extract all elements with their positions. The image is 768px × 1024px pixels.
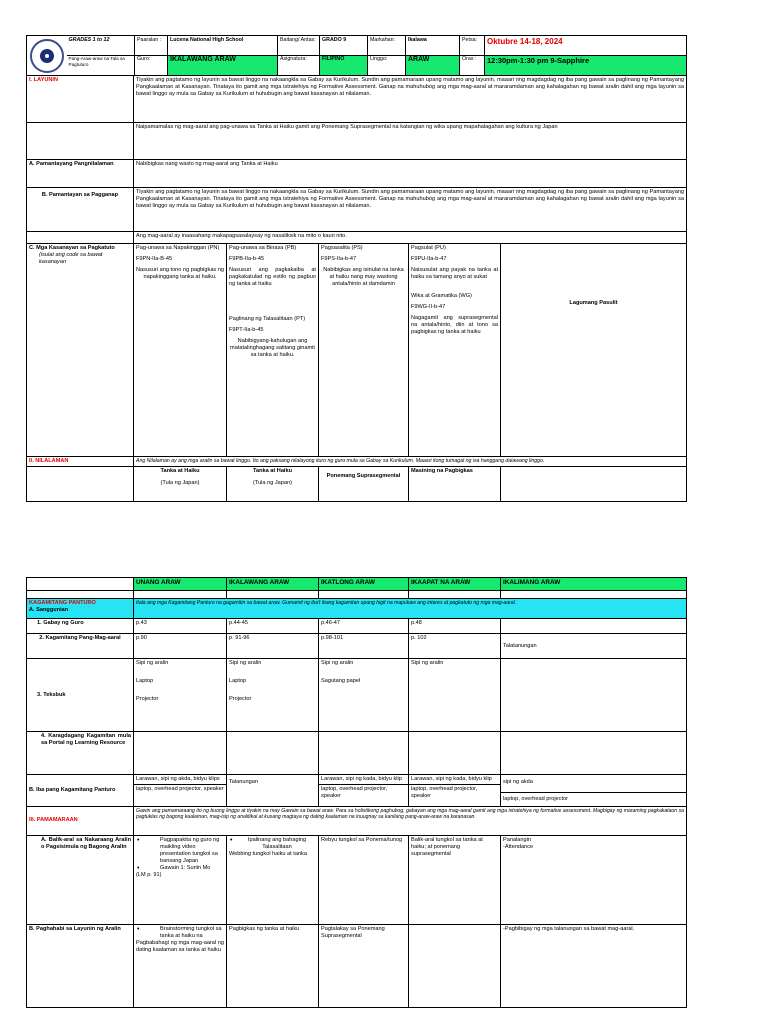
teksbuk-4 <box>409 659 501 732</box>
kasanayan-day-3 <box>319 244 409 457</box>
linggo-value: ARAW <box>406 55 460 75</box>
balik-5 <box>501 835 687 924</box>
guro-value: IKALAWANG ARAW <box>168 55 278 75</box>
paghahabi-5: -Pagbibigay ng mga talanungan sa bawat mag-aaral. <box>501 924 687 1007</box>
teksbuk-1 <box>134 659 227 732</box>
karagdagang-kagamitan-label: 4. Karagdagang Kagamitan mula sa Portal ng Learning Resource <box>27 732 134 775</box>
balik-1-b: Gawain 1: Suriin Mo <box>160 864 211 871</box>
gabay-4: p.48 <box>409 619 501 634</box>
dll-label: Pang-Araw-araw na Tala sa Pagtuturo <box>67 55 135 75</box>
balik-1-bullet <box>136 837 224 865</box>
balik-1-bullet <box>136 865 224 872</box>
balik-2-bullet <box>229 837 316 851</box>
grades-label: GRADES 1 to 12 <box>67 36 135 56</box>
paghahabi-1-b: Pagbabahagi ng mga mag-aaral ng dating kaalaman sa tanka at haiku <box>136 939 224 953</box>
iba-2: Talanungan <box>227 775 319 807</box>
day-header-2: IKALAWANG ARAW <box>227 578 319 591</box>
layunin-blank <box>27 123 134 160</box>
deped-logo-cell <box>27 36 67 76</box>
kasanayan-2-desc: Nasusuri ang pagkakaiba at pagkakatulad ng estilo ng pagbuo ng tanka at haiku <box>229 266 316 287</box>
kasanayan-4-code-b: F9WG-II-b-47 <box>411 303 446 310</box>
kasanayan-day-4 <box>409 244 501 457</box>
nilalaman-2-title: Tanka at Haiku <box>252 467 293 474</box>
kasanayan-day-1 <box>134 244 227 457</box>
layunin-table <box>26 75 687 502</box>
blank-cell <box>319 591 409 599</box>
kasanayan-4-desc-b: Nagagamit ang suprasegmental na antala/hinto, diin at tono sa pagbigkas ng tanka at haiku <box>411 314 498 335</box>
oras-label: Oras : <box>460 55 485 75</box>
kasanayan-day-2 <box>227 244 319 457</box>
petsa-label: Petsa: <box>460 36 485 56</box>
balik-3: Rebyu tungkol sa Ponema/tunog <box>319 835 409 924</box>
kasanayan-3-domain: Pagsasalita (PS) <box>321 245 363 251</box>
iba-3-b: laptop, overhead projector, speaker <box>321 785 388 799</box>
blank-cell <box>409 591 501 599</box>
baitang-value: GRADO 9 <box>320 36 368 56</box>
kasanayan-2-domain-b: Paglinang ng Talasalitaan (PT) <box>229 315 306 322</box>
kasanayan-2-code-b: F9PT-IIa-b-45 <box>229 326 264 333</box>
iba-1-a: Larawan, sipi ng akda, bidyu klips <box>134 775 226 785</box>
layunin-text: Tiyakin ang pagtatamo ng layunin sa bawat linggo na nakaangkla sa Gabay sa Kurikulum. Sundin ang pamamaraan upang matamo ang layunin, maaari ring magdagdag ng iba pang gawain sa paglinang ng Pamantayang Pangkaalaman at Kasanayan. Tinataya ito gamit ang mga istratehiya ng Formative Assessment. Ganap na mahuhubog ang mga mag-aaral at mararamdaman ang kahalagahan ng bawat aralin dahil ang mga layunin sa bawat linggo ay mula sa Gabay sa Kurikulum at huhubugin ang bawat kasanayan at nilalaman. <box>134 76 687 123</box>
teksbuk-3 <box>319 659 409 732</box>
teksbuk-3-item: Sagutang papel <box>321 677 361 684</box>
kasanayan-sub: (isulat ang code sa bawat kasanayan <box>39 251 103 265</box>
karag-5 <box>501 732 687 775</box>
teksbuk-1-item: Sipi ng aralin <box>136 660 169 666</box>
blank-cell <box>501 591 687 599</box>
teksbuk-4-item: Sipi ng aralin <box>411 660 444 666</box>
kasanayan-day-5: Lagumang Pasulit <box>501 244 687 457</box>
karag-4 <box>409 732 501 775</box>
page-1 <box>26 35 686 502</box>
teksbuk-2-item: Laptop <box>229 677 247 684</box>
kagamitan-text: Itala ang mga Kagamitang Panturo na gagamitin sa bawat araw. Gumamit ng iba't ibang kagamitan upang higit na mapukaw ang interes at pagkatuto ng mga mag-aaral. <box>134 599 687 619</box>
paaralan-label: Paaralan : <box>135 36 168 56</box>
iba-1-b: laptop, overhead projector, speaker <box>136 785 224 792</box>
layunin-text-2: Naipamamalas ng mag-aaral ang pag-unawa sa Tanka at Haiku gamit ang Ponemang Suprasegmental na katangian ng wika upang mapahalagahan ang kultura ng Japan <box>134 123 687 160</box>
asignatura-value: FILIPINO <box>320 55 368 75</box>
kasanayan-2-desc-b: Nabibigyang-kahulugan ang matatalinghagang salitang ginamit sa tanka at haiku. <box>230 337 315 358</box>
kagamitang-pang-mag-aaral-label: 2. Kagamitang Pang-Mag-aaral <box>27 634 134 659</box>
page-2 <box>26 577 686 1008</box>
nilalaman-1-title: Tanka at Haiku <box>160 467 200 474</box>
nilalaman-day-5 <box>501 466 687 501</box>
kasanayan-3-desc: Nabibigkas ang isinulat na tanka at haiku nang may wastong antala/hinto at damdamin <box>323 266 404 287</box>
paghahabi-2: Pagbigkas ng tanka at haiku <box>227 924 319 1007</box>
paghahabi-1-a: Brainstorming tungkol sa tanka at haiku na <box>160 925 222 939</box>
kag-4: p. 102 <box>409 634 501 659</box>
nilalaman-label: II. NILALAMAN <box>27 457 134 467</box>
gabay-label: 1. Gabay ng Guro <box>27 619 134 634</box>
blank-cell <box>134 591 227 599</box>
pamantayang-pangnilalaman-text: Nabibigkas nang wasto ng mag-aaral ang Tanka at Haiku <box>134 160 687 188</box>
balik-5-b: -Attendance <box>503 843 534 850</box>
asignatura-label: Asignatura: <box>278 55 320 75</box>
nilalaman-day-2 <box>227 466 319 501</box>
pagganap-text-2: Ang mag-aaral ay inaasahang makapagsasalaysay ng nasaliksik na mito o kauri nito. <box>134 232 687 244</box>
teksbuk-label: 3. Teksbuk <box>27 659 134 732</box>
nilalaman-2-sub: (Tula ng Japan) <box>253 479 292 486</box>
blank-cell <box>227 591 319 599</box>
balik-1 <box>134 835 227 924</box>
day-header-5: IKALIMANG ARAW <box>501 578 687 591</box>
teksbuk-2-item: Sipi ng aralin <box>229 660 262 666</box>
paghahabi-4 <box>409 924 501 1007</box>
iba-5 <box>501 775 687 807</box>
nilalaman-day-1 <box>134 466 227 501</box>
gabay-5 <box>501 619 687 634</box>
kasanayan-2-code: F9PB-IIa-b-45 <box>229 255 265 262</box>
karag-1 <box>134 732 227 775</box>
karag-3 <box>319 732 409 775</box>
kag-2: p. 91-96 <box>227 634 319 659</box>
guro-label: Guro: <box>135 55 168 75</box>
kagamitan-table <box>26 577 687 1008</box>
blank-cell <box>27 591 134 599</box>
pamantayan-sa-pagganap-text: Tiyakin ang pagtatamo ng layunin sa bawat linggo na nakaangkla sa Gabay sa Kurikulum. Sundin ang pamamaraan upang matamo ang layunin, maaari ring magdagdag ng iba pang gawain sa paglinang ng Pamantayang Pangkaalaman at Kasanayan. Tinataya ito gamit ang mga istratehiya ng Formative Assessment. Ganap na mahuhubog ang mga mag-aaral at mararamdaman ang kahalagahan ng bawat aralin dahil ang mga layunin sa bawat linggo ay mula sa Gabay sa Kurikulum at huhubugin ang bawat kasanayan at nilalaman. <box>134 188 687 232</box>
kag-3: p.98-101 <box>319 634 409 659</box>
pamamaraan-text: Gawin ang pamamaraang ito ng buong linggo at tiyakin na may Gawain sa bawat araw. Para sa holistikong paghubog, gabayan ang mga mag-aaral gamit ang mga istratehiya ng formative assessment. Magbigay ng maraming pagkakataon sa pagtuklas ng bagong kaalaman, mag-isip ng analitikal at kusang magtaya ng dating kaalaman na inuugnay sa kanilang pang-araw-araw na karanasan. <box>134 806 687 835</box>
kasanayan-label: C. Mga Kasanayan sa Pagkatuto <box>29 245 115 251</box>
days-corner <box>27 578 134 591</box>
deped-logo-icon <box>30 39 64 73</box>
day-header-4: IKAAPAT NA ARAW <box>409 578 501 591</box>
teksbuk-3-item: Sipi ng aralin <box>321 660 354 666</box>
linggo-label: Linggo: <box>368 55 406 75</box>
markahan-value: Ikalawa <box>406 36 460 56</box>
nilalaman-blank <box>27 466 134 501</box>
kagamitan-label: KAGAMITANG PANTURO <box>29 600 96 606</box>
nilalaman-day-3: Ponemang Suprasegmental <box>319 466 409 501</box>
gabay-3: p.46-47 <box>319 619 409 634</box>
kasanayan-4-domain-b: Wika at Gramatika (WG) <box>411 292 472 299</box>
iba-4-b: laptop, overhead projector, speaker <box>411 785 478 799</box>
iba-3-a: Larawan, sipi ng kada, bidyu klip <box>319 775 408 785</box>
kasanayan-1-domain: Pag-unawa sa Napakinggan (PN) <box>136 245 220 251</box>
balik-1-c: (LM p. 91) <box>136 871 162 878</box>
paghahabi-label: B. Paghahabi sa Layunin ng Aralin <box>27 924 134 1007</box>
teksbuk-5 <box>501 659 687 732</box>
balik-2-b: Webbing tungkol haiku at tanka <box>229 850 307 857</box>
teksbuk-2 <box>227 659 319 732</box>
iba-4 <box>409 775 501 807</box>
kag-5: Talatanungan <box>501 634 687 659</box>
petsa-value: Oktubre 14-18, 2024 <box>485 36 687 56</box>
kasanayan-4-domain: Pagsulat (PU) <box>411 245 446 251</box>
kasanayan-4-desc: Naisusulat ang payak na tanka at haiku sa tamang anyo at sukat <box>411 266 498 280</box>
teksbuk-2-item: Projector <box>229 695 252 702</box>
teksbuk-1-item: Laptop <box>136 677 154 684</box>
balik-2 <box>227 835 319 924</box>
kasanayan-3-code: F9PS-IIa-b-47 <box>321 255 357 262</box>
pamantayan-sa-pagganap-label: B. Pamantayan sa Pagganap <box>27 188 134 232</box>
oras-value: 12:30pm-1:30 pm 9-Sapphire <box>485 55 687 75</box>
nilalaman-1-sub: (Tula ng Japan) <box>160 479 200 486</box>
sanggunian-label: A. Sanggunian <box>29 606 69 613</box>
iba-3 <box>319 775 409 807</box>
baitang-label: Baitang/ Antas: <box>278 36 320 56</box>
nilalaman-day-4: Masining na Pagbigkas <box>409 466 501 501</box>
karag-2 <box>227 732 319 775</box>
header-table <box>26 35 687 76</box>
nilalaman-text: Ang Nilalaman ay ang mga aralin sa bawat linggo. Ito ang paksang nilalayong ituro ng guro mula sa Gabay sa Kurikulum. Maaari itong tumagal ng isa hanggang dalawang linggo. <box>134 457 687 467</box>
kagamitan-label-cell <box>27 599 134 619</box>
iba-5-a: sipi ng akda <box>501 775 686 793</box>
paaralan-value: Lucena National High School <box>168 36 278 56</box>
gabay-1: p.43 <box>134 619 227 634</box>
pagganap-blank <box>27 232 134 244</box>
balik-aral-label: A. Balik-aral sa Nakaraang Aralin o Pagsisimula ng Bagong Aralin <box>27 835 134 924</box>
kag-1: p.90 <box>134 634 227 659</box>
layunin-label: I. LAYUNIN <box>27 76 134 123</box>
kasanayan-2-domain: Pag-unawa sa Binasa (PB) <box>229 245 297 251</box>
kasanayan-4-code: F9PU-IIa-b-47 <box>411 255 447 262</box>
pamamaraan-label: III. PAMAMARAAN <box>27 806 134 835</box>
markahan-label: Markahan: <box>368 36 406 56</box>
balik-1-a: Pagpapakita ng guro ng maikling video presentation tungkol sa bansang Japan <box>160 836 220 864</box>
kasanayan-label-cell <box>27 244 134 457</box>
balik-2-a: Ipalinang ang bahaging Talasalitaan <box>247 836 307 850</box>
paghahabi-1 <box>134 924 227 1007</box>
pamantayang-pangnilalaman-label: A. Pamantayang Pangnilalaman <box>27 160 134 188</box>
balik-5-a: Panalangin <box>503 836 531 843</box>
paghahabi-3: Pagtalakay sa Ponemang Suprasegmental <box>319 924 409 1007</box>
iba-4-a: Larawan, sipi ng kada, bidyu klip <box>409 775 500 785</box>
iba-1 <box>134 775 227 807</box>
iba-5-b: laptop, overhead projector <box>503 795 568 802</box>
day-header-3: IKATLONG ARAW <box>319 578 409 591</box>
day-header-1: UNANG ARAW <box>134 578 227 591</box>
gabay-2: p.44-45 <box>227 619 319 634</box>
iba-pang-kagamitan-label: B. Iba pang Kagamitang Panturo <box>27 775 134 807</box>
teksbuk-1-item: Projector <box>136 695 159 702</box>
balik-4: Balik-aral tungkol sa tanka at haiku; at ponemang suprasegmental <box>409 835 501 924</box>
kasanayan-1-code: F9PN-IIa-B-45 <box>136 255 173 262</box>
kasanayan-1-desc: Nasusuri ang tono ng pagbigkas ng napakinggang tanka at haiku. <box>136 266 225 280</box>
paghahabi-1-bullet <box>136 926 224 940</box>
